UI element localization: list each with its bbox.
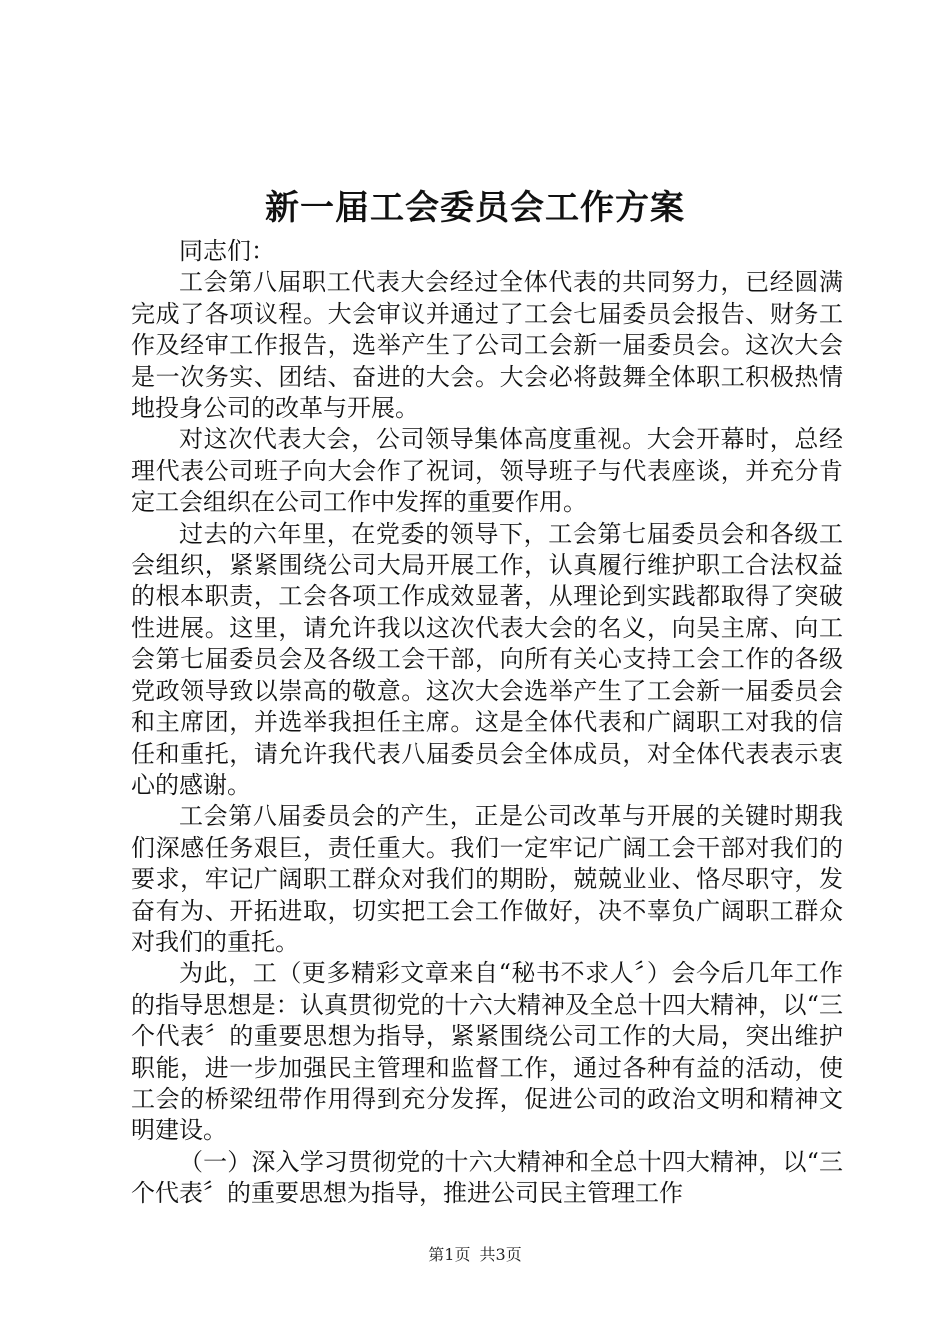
body-paragraph: 为此，工（更多精彩文章来自“秘书不求人〞）会今后几年工作的指导思想是：认真贯彻党的十六大精神及全总十四大精神，以“三个代表〞的重要思想为指导，紧紧围绕公司工作的大局，突出维护职能，进一步加强民主管理和监督工作，通过各种有益的活动，使工会的桥梁纽带作用得到充分发挥，促进公司的政治文明和精神文明建设。 — [131, 959, 843, 1145]
document-title: 新一届工会委员会工作方案 — [265, 188, 685, 228]
page-footer — [0, 1244, 950, 1266]
body-paragraph: 工会第八届职工代表大会经过全体代表的共同努力，已经圆满完成了各项议程。大会审议并通过了工会七届委员会报告、财务工作及经审工作报告，选举产生了公司工会新一届委员会。这次大会是一次务实、团结、奋进的大会。大会必将鼓舞全体职工积极热情地投身公司的改革与开展。 — [131, 268, 843, 423]
page-number: 第1页 — [428, 1245, 471, 1264]
greeting-paragraph: 同志们： — [179, 237, 275, 265]
section-heading-paragraph: （一）深入学习贯彻党的十六大精神和全总十四大精神，以“三个代表〞的重要思想为指导，推进公司民主管理工作 — [131, 1147, 843, 1208]
body-paragraph: 工会第八届委员会的产生，正是公司改革与开展的关键时期我们深感任务艰巨，责任重大。我们一定牢记广阔工会干部对我们的要求，牢记广阔职工群众对我们的期盼，兢兢业业、恪尽职守，发奋有为、开拓进取，切实把工会工作做好，决不辜负广阔职工群众对我们的重托。 — [131, 802, 843, 956]
body-paragraph: 过去的六年里，在党委的领导下，工会第七届委员会和各级工会组织，紧紧围绕公司大局开展工作，认真履行维护职工合法权益的根本职责，工会各项工作成效显著，从理论到实践都取得了突破性进展。这里，请允许我以这次代表大会的名义，向吴主席、向工会第七届委员会及各级工会干部，向所有关心支持工会工作的各级党政领导致以崇高的敬意。这次大会选举产生了工会新一届委员会和主席团，并选举我担任主席。这是全体代表和广阔职工对我的信任和重托，请允许我代表八届委员会全体成员，对全体代表表示衷心的感谢。 — [131, 519, 843, 799]
document-body — [131, 236, 843, 1210]
page-total: 共3页 — [479, 1245, 522, 1264]
body-paragraph: 对这次代表大会，公司领导集体高度重视。大会开幕时，总经理代表公司班子向大会作了祝词，领导班子与代表座谈，并充分肯定工会组织在公司工作中发挥的重要作用。 — [131, 425, 843, 517]
